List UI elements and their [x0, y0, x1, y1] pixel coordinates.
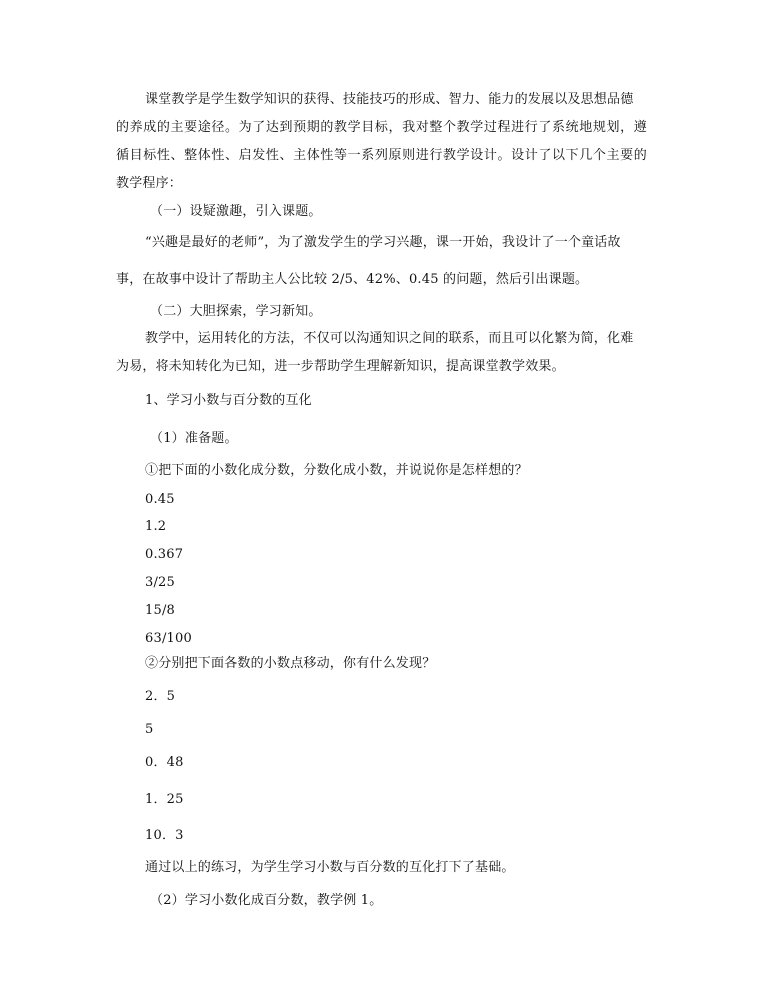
- paragraph-line: 教学程序：: [116, 176, 183, 191]
- section-heading: （二）大胆探索，学习新知。: [150, 304, 322, 319]
- number-item: 2．5: [145, 689, 176, 704]
- paragraph-line: 循目标性、整体性、启发性、主体性等一系列原则进行教学设计。设计了以下几个主要的: [116, 148, 647, 163]
- question-text: ②分别把下面各数的小数点移动，你有什么发现？: [145, 656, 436, 671]
- paragraph-line: 课堂教学是学生数学知识的获得、技能技巧的形成、智力、能力的发展以及思想品德: [145, 92, 634, 107]
- number-item: 0．48: [145, 755, 184, 770]
- number-item: 3/25: [145, 575, 175, 590]
- paragraph-line: 教学中，运用转化的方法，不仅可以沟通知识之间的联系，而且可以化繁为简，化难: [145, 331, 634, 346]
- item-heading: 1、学习小数与百分数的互化: [145, 393, 312, 408]
- number-item: 5: [145, 722, 154, 737]
- summary-text: 通过以上的练习，为学生学习小数与百分数的互化打下了基础。: [145, 860, 515, 875]
- number-item: 0.367: [145, 547, 184, 562]
- number-item: 1．25: [145, 792, 184, 807]
- number-item: 10．3: [145, 828, 184, 843]
- number-item: 0.45: [145, 492, 175, 507]
- sub-heading: （2）学习小数化成百分数，教学例 1。: [150, 893, 383, 908]
- sub-heading: （1）准备题。: [150, 431, 238, 446]
- paragraph-line: 的养成的主要途径。为了达到预期的教学目标，我对整个教学过程进行了系统地规划，遵: [116, 120, 647, 135]
- number-item: 15/8: [145, 603, 175, 618]
- paragraph-line: “兴趣是最好的老师”，为了激发学生的学习兴趣，课一开始，我设计了一个童话故: [145, 235, 621, 250]
- question-text: ①把下面的小数化成分数，分数化成小数，并说说你是怎样想的？: [145, 463, 528, 478]
- section-heading: （一）设疑激趣，引入课题。: [150, 204, 322, 219]
- number-item: 63/100: [145, 631, 192, 646]
- paragraph-line: 事，在故事中设计了帮助主人公比较 2/5、42%、0.45 的问题，然后引出课题。: [116, 272, 589, 287]
- paragraph-line: 为易，将未知转化为已知，进一步帮助学生理解新知识，提高课堂教学效果。: [116, 359, 565, 374]
- number-item: 1.2: [145, 519, 167, 534]
